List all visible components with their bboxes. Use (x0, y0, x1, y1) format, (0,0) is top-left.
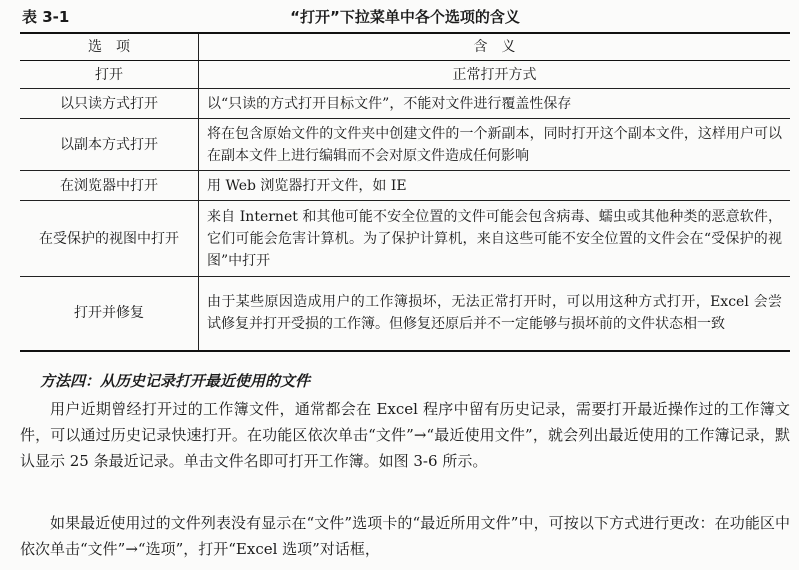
table-row (20, 61, 790, 89)
option-cell: 以副本方式打开 (20, 119, 199, 171)
table-row (20, 171, 790, 201)
table-row (20, 119, 790, 171)
body-paragraph: 用户近期曾经打开过的工作簿文件，通常都会在 Excel 程序中留有历史记录，需要打开最近操作过的工作簿文件，可以通过历史记录快速打开。在功能区依次单击“文件”→“最近使用文件”，就会列出最近使用的工作簿记录，默认显示 25 条最近记录。单击文件名即可打开工作簿。如图 3-6 所示。 (20, 400, 790, 470)
option-cell: 打开 (20, 61, 199, 89)
option-cell: 在受保护的视图中打开 (20, 201, 199, 277)
section-heading: 方法四：从历史记录打开最近使用的文件 (40, 372, 311, 390)
meaning-cell: 正常打开方式 (199, 61, 791, 89)
table-row (20, 201, 790, 277)
option-cell: 以只读方式打开 (20, 89, 199, 119)
option-cell: 在浏览器中打开 (20, 171, 199, 201)
meaning-cell: 将在包含原始文件的文件夹中创建文件的一个新副本，同时打开这个副本文件，这样用户可以在副本文件上进行编辑而不会对原文件造成任何影响 (199, 119, 791, 171)
meaning-cell: 用 Web 浏览器打开文件，如 IE (199, 171, 791, 201)
header-option: 选 项 (20, 33, 199, 61)
meaning-cell: 以“只读的方式打开目标文件”，不能对文件进行覆盖性保存 (199, 89, 791, 119)
meaning-cell: 由于某些原因造成用户的工作簿损坏，无法正常打开时，可以用这种方式打开，Excel 会尝试修复并打开受损的工作簿。但修复还原后并不一定能够与损坏前的文件状态相一致 (199, 277, 791, 351)
table-number: 表 3-1 (22, 8, 70, 26)
body-paragraph: 如果最近使用过的文件列表没有显示在“文件”选项卡的“最近所用文件”中，可按以下方式进行更改：在功能区中依次单击“文件”→“选项”，打开“Excel 选项”对话框， (20, 514, 790, 558)
table-title: “打开”下拉菜单中各个选项的含义 (290, 8, 520, 26)
table-row (20, 89, 790, 119)
option-cell: 打开并修复 (20, 277, 199, 351)
table-caption (20, 6, 790, 28)
table-header-row (20, 33, 790, 61)
header-meaning: 含 义 (199, 33, 791, 61)
meaning-cell: 来自 Internet 和其他可能不安全位置的文件可能会包含病毒、蠕虫或其他种类的恶意软件，它们可能会危害计算机。为了保护计算机，来自这些可能不安全位置的文件会在“受保护的视图”中打开 (199, 201, 791, 277)
table-row (20, 277, 790, 351)
options-table (20, 32, 790, 352)
